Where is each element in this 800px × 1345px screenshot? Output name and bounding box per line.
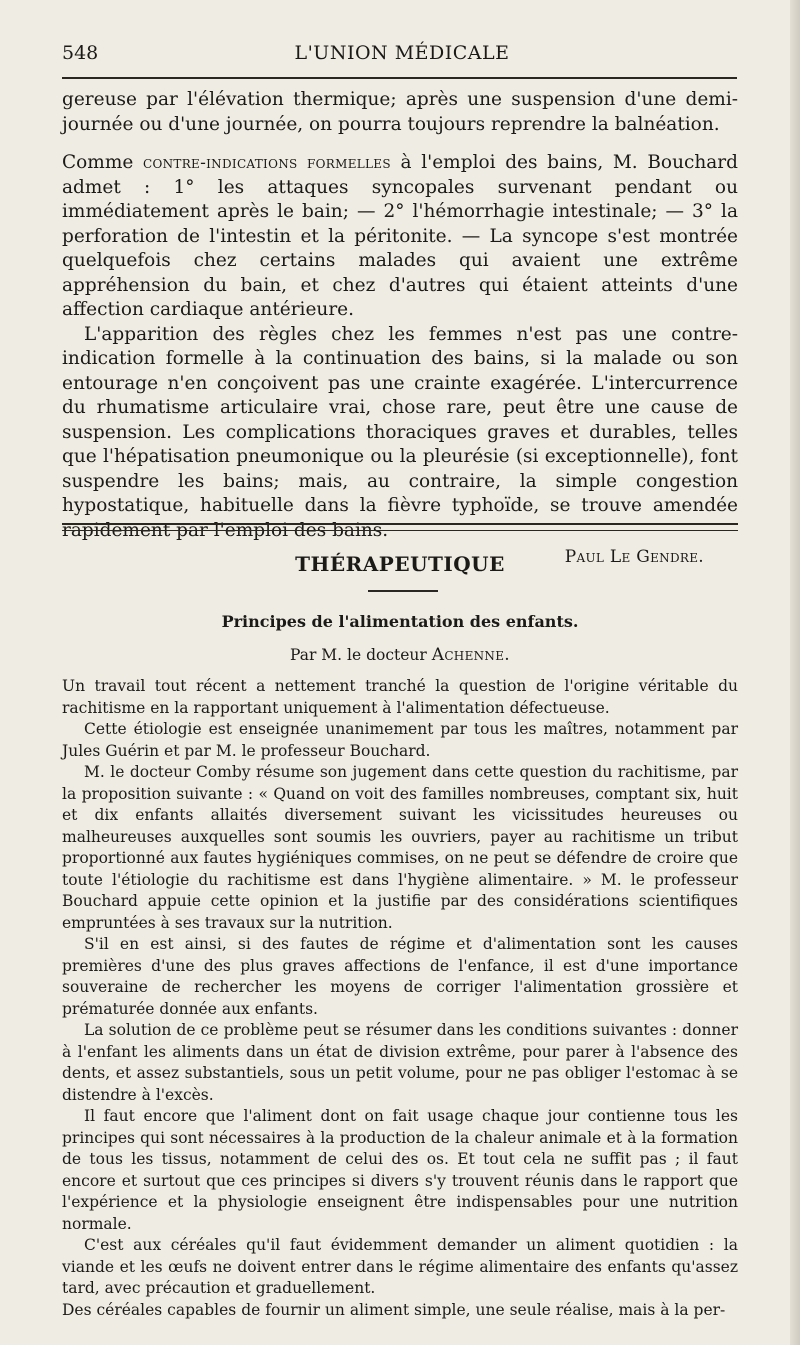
article-paragraph: Un travail tout récent a nettement tranché la question de l'origine véritable du rachitisme en la rapportant uniquement à l'alimentation défectueuse.	[62, 677, 738, 717]
journal-page	[62, 0, 742, 1345]
text-run: à l'emploi des bains, M. Bouchard admet : 1° les attaques syncopales survenant pendant ou immédiatement après le bain; — 2° l'hémorrhagie intestinale; — 3° la perforation de l'intestin et la péritonite. — La syncope s'est montrée quelquefois chez certains malades qui avaient une extrême appréhension du bain, et chez d'autres qui étaient atteints d'une affection cardiaque antérieure.	[62, 152, 738, 320]
section-heading: THÉRAPEUTIQUE	[295, 552, 505, 576]
running-header	[62, 42, 742, 72]
heading-underline	[368, 590, 438, 592]
byline-prefix: Par M. le docteur	[290, 646, 432, 664]
section-divider	[62, 523, 738, 531]
byline	[62, 645, 738, 665]
article-paragraph: Des céréales capables de fournir un aliment simple, une seule réalise, mais à la per-	[62, 1300, 726, 1319]
article-body	[62, 676, 738, 1321]
byline-author: Achenne.	[431, 645, 510, 665]
author-signature: Paul Le Gendre.	[564, 547, 704, 567]
article-title: Principes de l'alimentation des enfants.	[221, 612, 579, 631]
article-paragraph: C'est aux céréales qu'il faut évidemment demander un aliment quotidien : la viande et les œufs ne doivent entrer dans le régime alimentaire des enfants qu'assez tard, avec précaution et graduellement.	[62, 1236, 738, 1297]
previous-article-text	[62, 88, 738, 570]
page-number: 548	[62, 42, 99, 64]
article-paragraph: La solution de ce problème peut se résumer dans les conditions suivantes : donner à l'enfant les aliments dans un état de division extrême, pour parer à l'absence des dents, et assez substantiels, sous un petit volume, pour ne pas obliger l'estomac à se distendre à l'excès.	[62, 1021, 738, 1104]
running-title: L'UNION MÉDICALE	[294, 42, 510, 64]
article-paragraph: M. le docteur Comby résume son jugement dans cette question du rachitisme, par la proposition suivante : « Quand on voit des familles nombreuses, comptant six, huit et dix enfants allaités diversement suivant les vicissitudes heureuses ou malheureuses auxquelles sont soumis les ouvriers, payer au rachitisme un tribut proportionné aux fautes hygiéniques commises, on ne peut se défendre de croire que toute l'étiologie du rachitisme est dans l'hygiène alimentaire. » M. le professeur Bouchard appuie cette opinion et la justifie par des considérations scientifiques empruntées à ses travaux sur la nutrition.	[62, 763, 738, 932]
header-rule	[62, 77, 737, 79]
article-paragraph: Il faut encore que l'aliment dont on fait usage chaque jour contienne tous les principes qui sont nécessaires à la production de la chaleur animale et à la formation de tous les tissus, notamment de celui des os. Et tout cela ne suffit pas ; il faut encore et surtout que ces principes si divers s'y trouvent réunis dans le rapport que l'expérience et la physiologie enseignent être indispensables pour une nutrition normale.	[62, 1107, 738, 1233]
text-run: Comme	[62, 152, 143, 173]
article-paragraph: Cette étiologie est enseignée unanimement par tous les maîtres, notamment par Jules Guérin et par M. le professeur Bouchard.	[62, 720, 738, 760]
smallcaps-term: contre-indications formelles	[142, 153, 391, 173]
paragraph	[62, 151, 738, 323]
paragraph: L'apparition des règles chez les femmes n'est pas une contre-indication formelle à la continuation des bains, si la malade ou son entourage n'en conçoivent pas une crainte exagérée. L'intercurrence du rhumatisme articulaire vrai, chose rare, peut être une cause de suspension. Les complications thoraciques graves et durables, telles que l'hépatisation pneumonique ou la pleurésie (si exceptionnelle), font suspendre les bains; mais, au contraire, la simple congestion hypostatique, habituelle dans la fièvre typhoïde, se trouve amendée rapidement par l'emploi des bains.	[62, 323, 738, 541]
article-paragraph: S'il en est ainsi, si des fautes de régime et d'alimentation sont les causes premières d'une des plus graves affections de l'enfance, il est d'une importance souveraine de rechercher les moyens de corriger l'alimentation grossière et prématurée donnée aux enfants.	[62, 935, 738, 1018]
page-edge-shadow	[790, 0, 800, 1345]
paragraph: gereuse par l'élévation thermique; après une suspension d'une demi-journée ou d'une journée, on pourra toujours reprendre la balnéation.	[62, 89, 738, 135]
